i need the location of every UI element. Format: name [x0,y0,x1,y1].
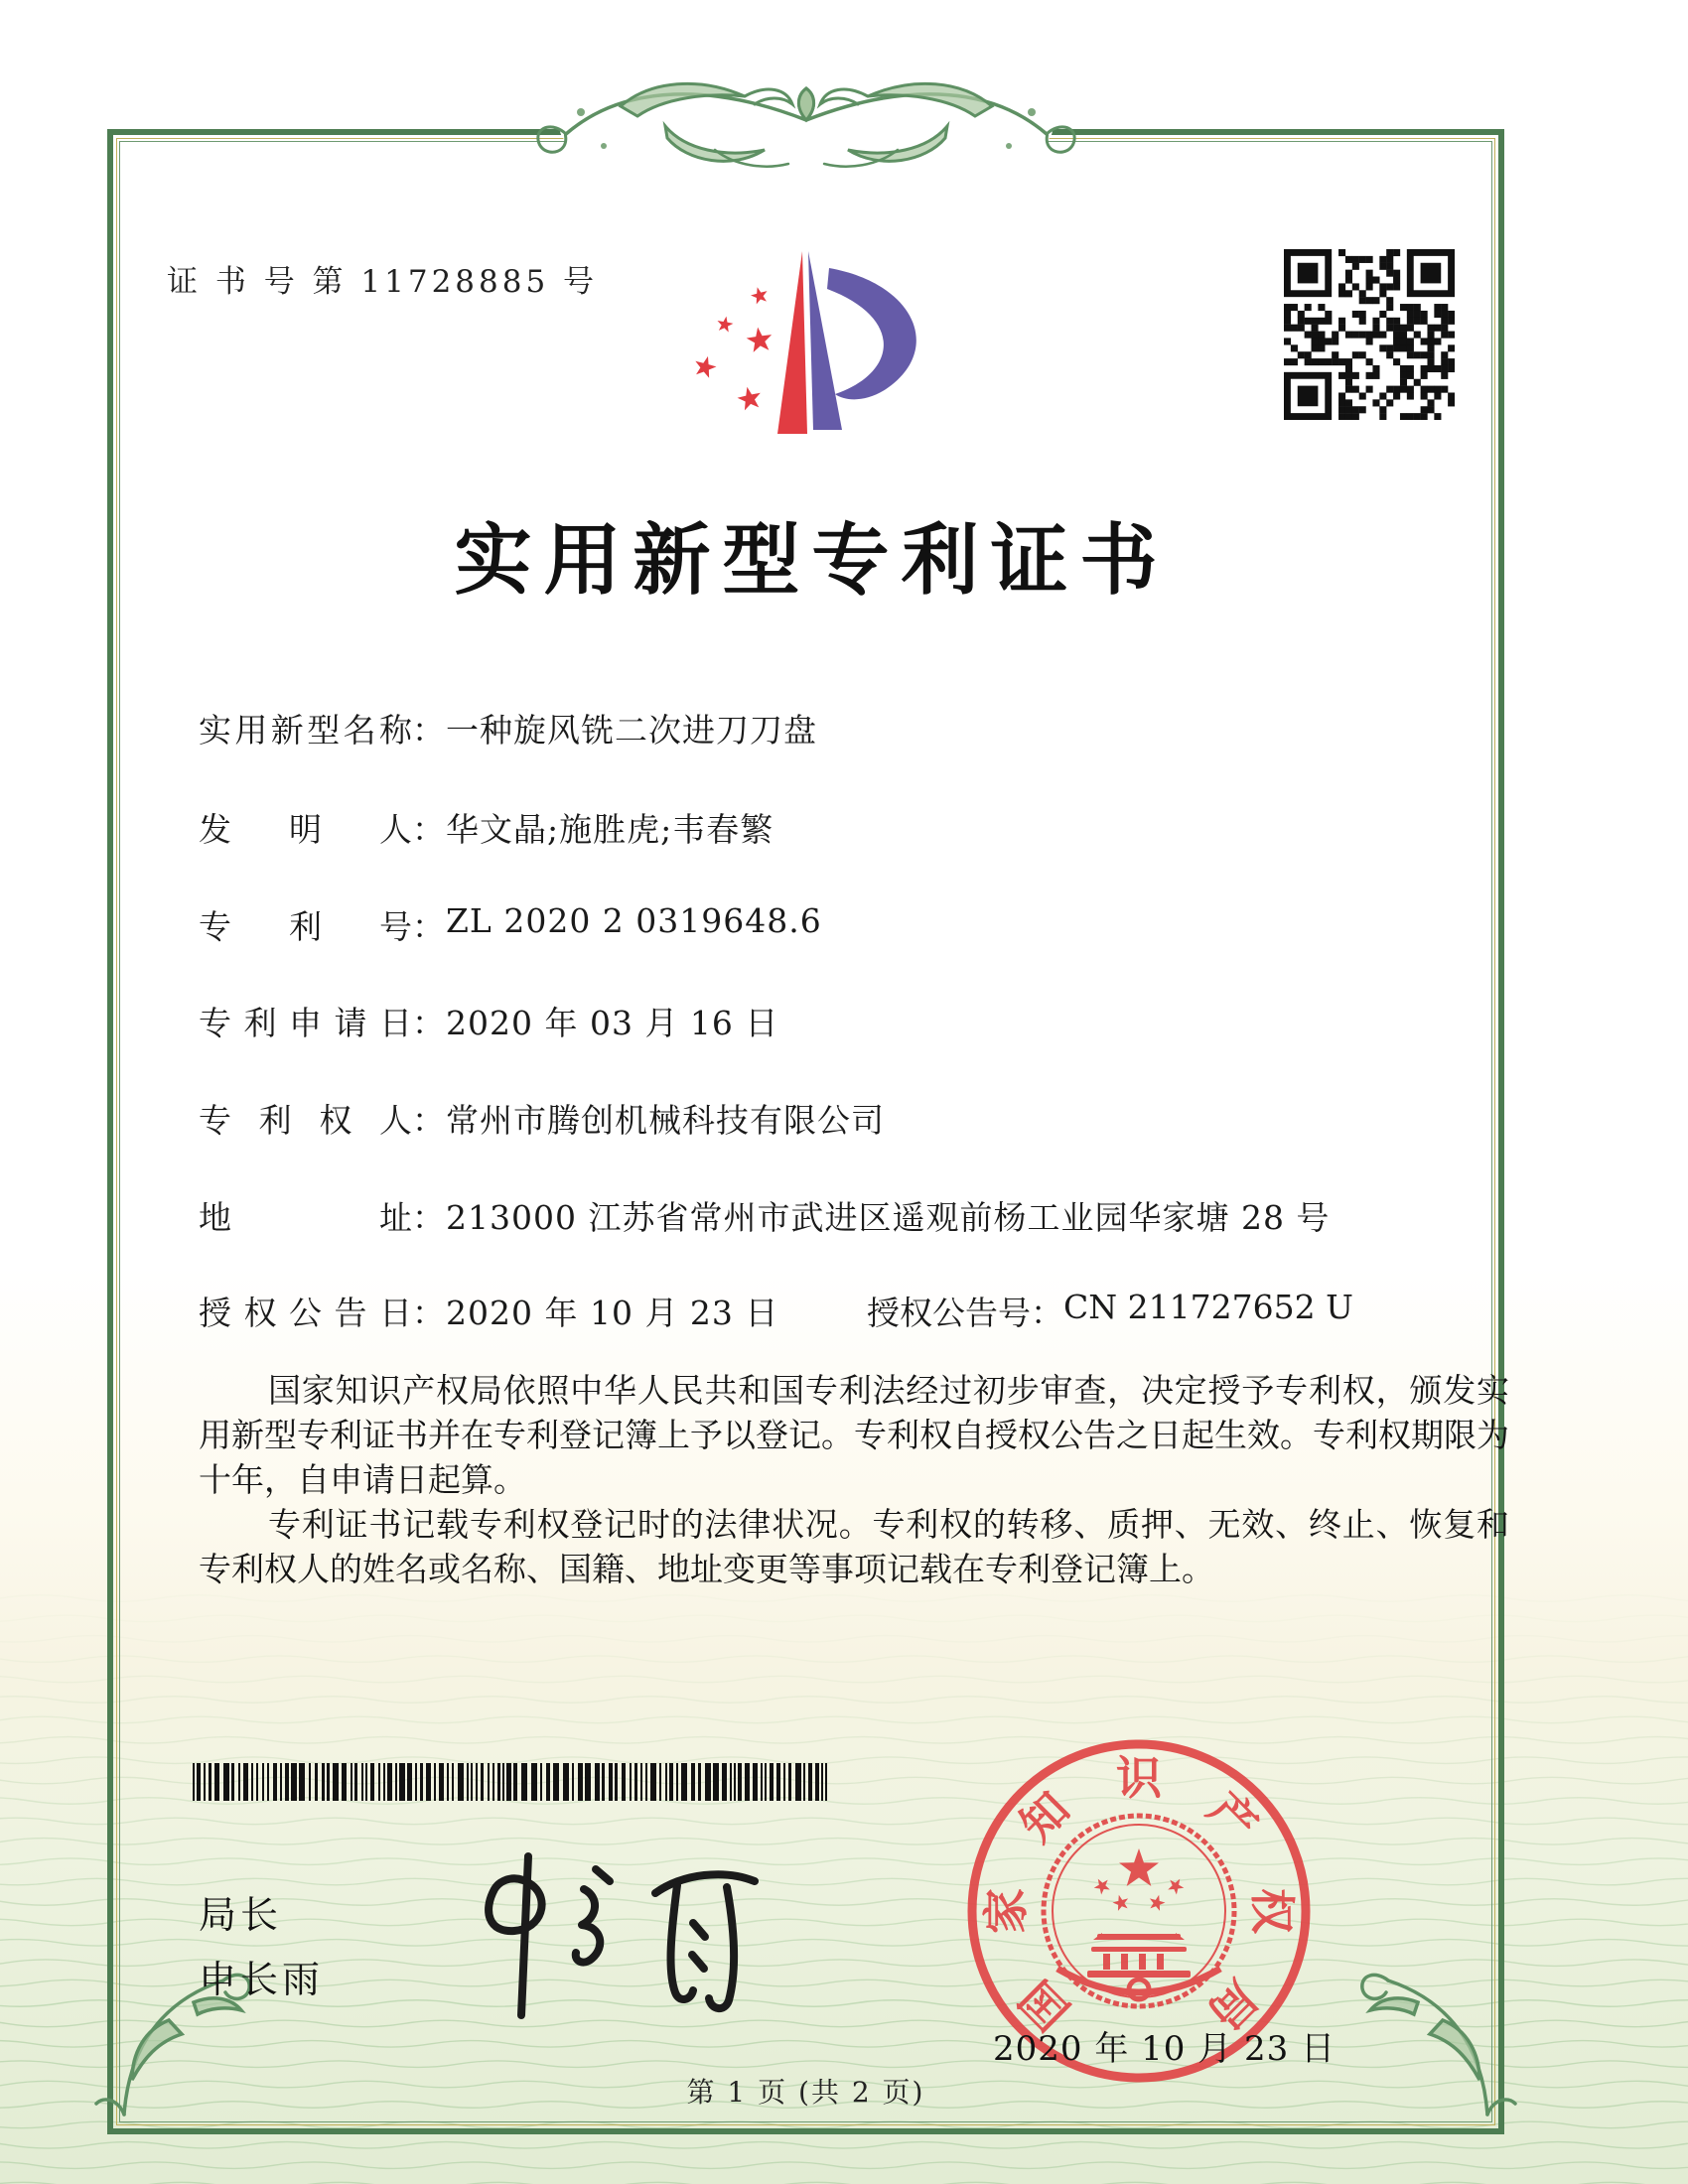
seal-date: 2020 年 10 月 23 日 [993,2029,1336,2069]
svg-text:家: 家 [979,1888,1033,1934]
field-row-grant-date [199,1288,778,1334]
bottom-right-flourish [1348,1951,1537,2139]
field-value: 2020 年 03 月 16 日 [446,1004,779,1042]
barcode [191,1763,836,1801]
field-value: CN 211727652 U [1063,1288,1353,1326]
field-separator: ： [412,1004,445,1042]
certificate-number: 证 书 号 第 11728885 号 [167,264,599,300]
field-row-grant-number [867,1288,1353,1334]
field-label: 授权公告日 [199,1294,412,1332]
field-separator: ： [412,1294,445,1332]
field-separator: ： [412,907,445,946]
legal-paragraph-1: 国家知识产权局依照中华人民共和国专利法经过初步审查，决定授予专利权，颁发实用新型专利证书并在专利登记簿上予以登记。专利权自授权公告之日起生效。专利权期限为十年，自申请日起算。 [199,1371,1509,1499]
legal-text-block [199,1368,1509,1591]
field-row-patentee [199,1095,885,1142]
director-title: 局长 [199,1893,283,1937]
field-label: 地址 [199,1198,412,1237]
field-label: 授权公告号 [867,1294,1031,1332]
field-separator: ： [1031,1294,1063,1332]
field-label: 实用新型名称 [199,711,412,750]
field-label: 专利申请日 [199,1004,412,1042]
field-row-filing-date [199,998,778,1044]
field-row-name [199,705,817,751]
field-separator: ： [412,1198,445,1237]
field-label: 专利权人 [199,1101,412,1140]
field-value: 2020 年 10 月 23 日 [446,1294,779,1332]
field-value: 常州市腾创机械科技有限公司 [446,1101,885,1140]
certificate-title: 实用新型专利证书 [454,515,1170,606]
director-signature-graphic [447,1842,794,2035]
field-separator: ： [412,711,445,750]
cnipa-logo-icon [640,223,958,457]
legal-paragraph-2: 专利证书记载专利权登记时的法律状况。专利权的转移、质押、无效、终止、恢复和专利权人的姓名或名称、国籍、地址变更等事项记载在专利登记簿上。 [199,1505,1509,1588]
field-label: 专利号 [199,907,412,946]
field-value: 213000 江苏省常州市武进区遥观前杨工业园华家塘 28 号 [446,1198,1331,1237]
svg-text:识: 识 [1116,1751,1162,1805]
page-number-footer: 第 1 页 (共 2 页) [686,2076,925,2109]
field-separator: ： [412,810,445,849]
director-name: 申长雨 [199,1958,325,2001]
svg-text:权: 权 [1245,1888,1299,1934]
field-value: 一种旋风铣二次进刀刀盘 [446,711,817,750]
svg-text:国: 国 [1009,1970,1080,2041]
field-row-inventor [199,804,774,851]
qr-code [1284,249,1455,420]
svg-text:知: 知 [1009,1781,1080,1852]
field-separator: ： [412,1101,445,1140]
svg-text:局: 局 [1197,1970,1269,2041]
field-label: 发明人 [199,810,412,849]
field-row-address [199,1192,1330,1239]
field-row-patent-number [199,901,822,948]
svg-text:产: 产 [1197,1781,1269,1852]
field-value: ZL 2020 2 0319648.6 [446,901,822,940]
top-flourish-ornament [417,55,1196,213]
field-value: 华文晶;施胜虎;韦春繁 [446,810,774,849]
